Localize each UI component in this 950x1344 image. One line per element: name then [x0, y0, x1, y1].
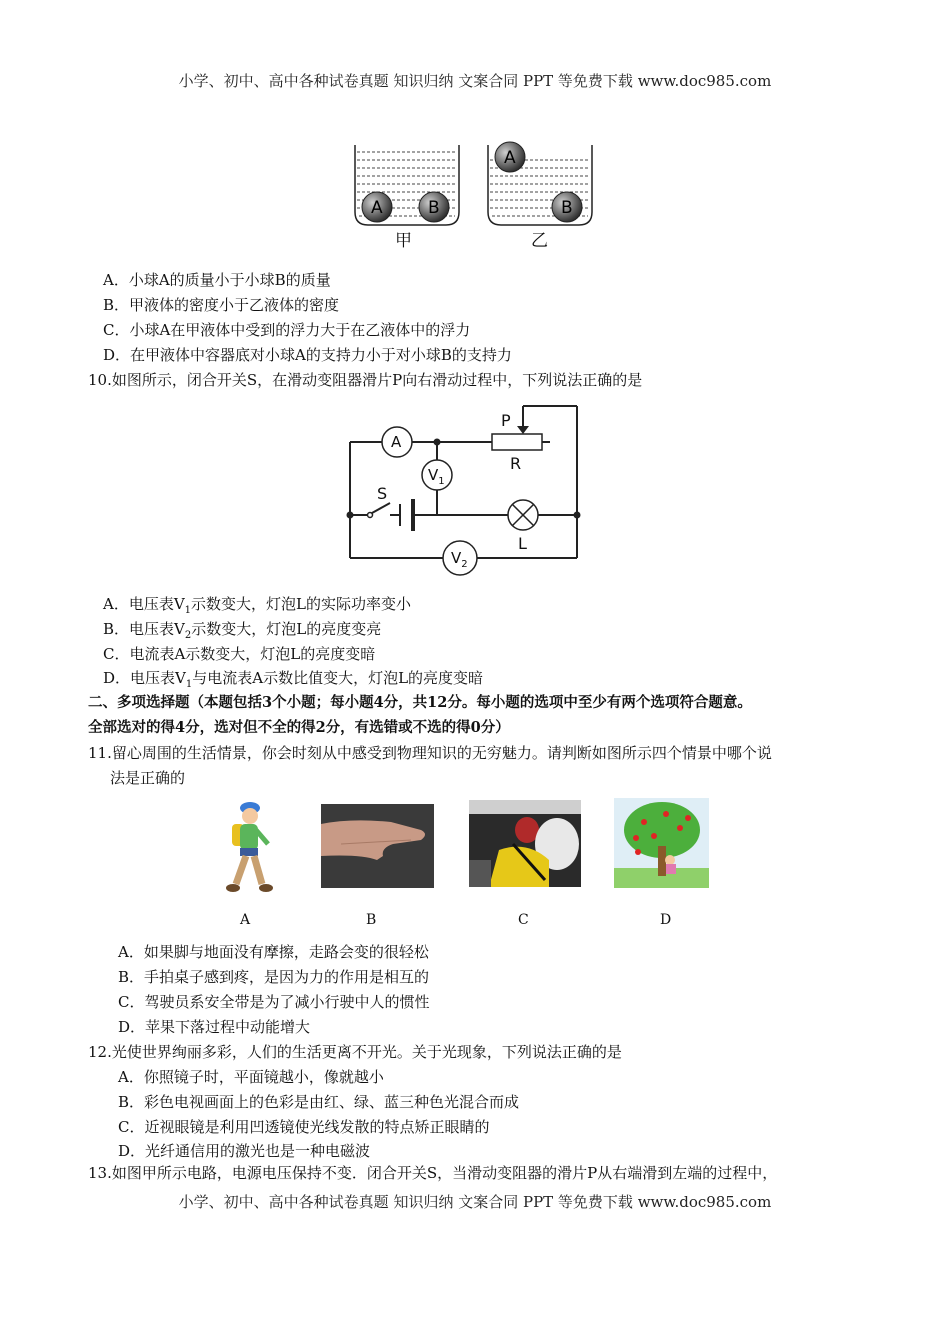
q10-stem: 10.如图所示，闭合开关S，在滑动变阻器滑片P向右滑动过程中，下列说法正确的是	[88, 371, 643, 389]
q9-option-a: A．小球A的质量小于小球B的质量	[103, 271, 331, 289]
q12-option-a: A．你照镜子时，平面镜越小，像就越小	[118, 1068, 384, 1086]
q11-image-d-apple-tree	[614, 798, 709, 888]
v2-label	[451, 549, 468, 570]
q10-option-b	[103, 619, 381, 646]
v1-subscript: 1	[438, 476, 445, 487]
q9-option-d: D．在甲液体中容器底对小球A的支持力小于对小球B的支持力	[103, 346, 512, 364]
beaker-diagram	[340, 140, 610, 250]
ball-b-right-label: B	[561, 198, 573, 218]
beaker-left-label: 甲	[395, 231, 412, 251]
q10-option-a	[103, 594, 411, 621]
q10-option-b-pre: B．电压表V	[103, 620, 185, 638]
q10-option-c-pre: C．电流表A示数变大，灯泡L的亮度变暗	[103, 645, 376, 663]
q10-option-a-pre: A．电压表V	[103, 595, 185, 613]
q10-option-d-sub: 1	[185, 679, 193, 690]
q9-option-c: C．小球A在甲液体中受到的浮力大于在乙液体中的浮力	[103, 321, 471, 339]
q11-image-b-hand	[321, 804, 434, 888]
q11-stem-line2: 法是正确的	[110, 769, 186, 787]
ball-a-right-label: A	[504, 148, 516, 168]
q10-option-d-pre: D．电压表V	[103, 669, 186, 687]
q11-image-b-label: B	[366, 912, 377, 928]
beaker-figure	[340, 140, 610, 250]
v1-label	[428, 466, 445, 487]
q11-option-d: D．苹果下落过程中动能增大	[118, 1018, 311, 1036]
q10-option-b-post: 示数变大，灯泡L的亮度变亮	[191, 620, 382, 638]
beaker-right-label: 乙	[531, 231, 548, 251]
q11-image-c-label: C	[518, 912, 529, 928]
q12-option-b: B．彩色电视画面上的色彩是由红、绿、蓝三种色光混合而成	[118, 1093, 520, 1111]
q10-option-a-post: 示数变大，灯泡L的实际功率变小	[191, 595, 412, 613]
ball-a-left-label: A	[371, 198, 383, 218]
slider-label: P	[501, 411, 511, 430]
q10-option-b-sub: 2	[184, 630, 192, 641]
resistor-label: R	[510, 454, 522, 473]
q10-option-a-sub: 1	[184, 605, 192, 616]
lamp-label: L	[518, 534, 527, 553]
v2-letter: V	[451, 549, 462, 567]
q11-option-c: C．驾驶员系安全带是为了减小行驶中人的惯性	[118, 993, 430, 1011]
q11-option-a: A．如果脚与地面没有摩擦，走路会变的很轻松	[118, 943, 429, 961]
q10-option-d	[103, 668, 483, 695]
ball-b-left-label: B	[428, 198, 440, 218]
q11-image-a-label: A	[240, 912, 251, 928]
section2-heading-line1: 二、多项选择题（本题包括3个小题；每小题4分，共12分。每小题的选项中至少有两个选项符合题意。	[88, 694, 752, 711]
q10-option-c	[103, 644, 375, 664]
q11-image-d-label: D	[660, 912, 672, 928]
q11-image-c-airbag	[469, 800, 581, 887]
section2-heading-line2: 全部选对的得4分，选对但不全的得2分，有选错或不选的得0分）	[88, 719, 510, 736]
v1-letter: V	[428, 466, 439, 484]
resistor-symbol	[492, 434, 542, 450]
q12-stem: 12.光使世界绚丽多彩，人们的生活更离不开光。关于光现象，下列说法正确的是	[88, 1043, 622, 1061]
v2-subscript: 2	[461, 559, 468, 570]
slider-arrow	[517, 426, 529, 434]
q12-option-c: C．近视眼镜是利用凹透镜使光线发散的特点矫正眼睛的	[118, 1118, 490, 1136]
q11-image-a-walker	[222, 800, 276, 895]
q11-stem-line1: 11.留心周围的生活情景，你会时刻从中感受到物理知识的无穷魅力。请判断如图所示四个情景中哪个说	[88, 744, 772, 762]
q10-option-d-post: 与电流表A示数比值变大，灯泡L的亮度变暗	[192, 669, 484, 687]
ammeter-label: A	[391, 433, 402, 451]
switch-label: S	[377, 484, 388, 503]
q12-option-d: D．光纤通信用的激光也是一种电磁波	[118, 1142, 371, 1160]
q11-option-b: B．手拍桌子感到疼，是因为力的作用是相互的	[118, 968, 430, 986]
circuit-figure	[340, 398, 590, 578]
q9-option-b: B．甲液体的密度小于乙液体的密度	[103, 296, 340, 314]
page-header: 小学、初中、高中各种试卷真题 知识归纳 文案合同 PPT 等免费下载 www.doc985.com	[178, 72, 772, 90]
q13-stem: 13.如图甲所示电路，电源电压保持不变．闭合开关S，当滑动变阻器的滑片P从右端滑到左端的过程中，	[88, 1164, 778, 1182]
page-footer: 小学、初中、高中各种试卷真题 知识归纳 文案合同 PPT 等免费下载 www.doc985.com	[178, 1193, 772, 1211]
